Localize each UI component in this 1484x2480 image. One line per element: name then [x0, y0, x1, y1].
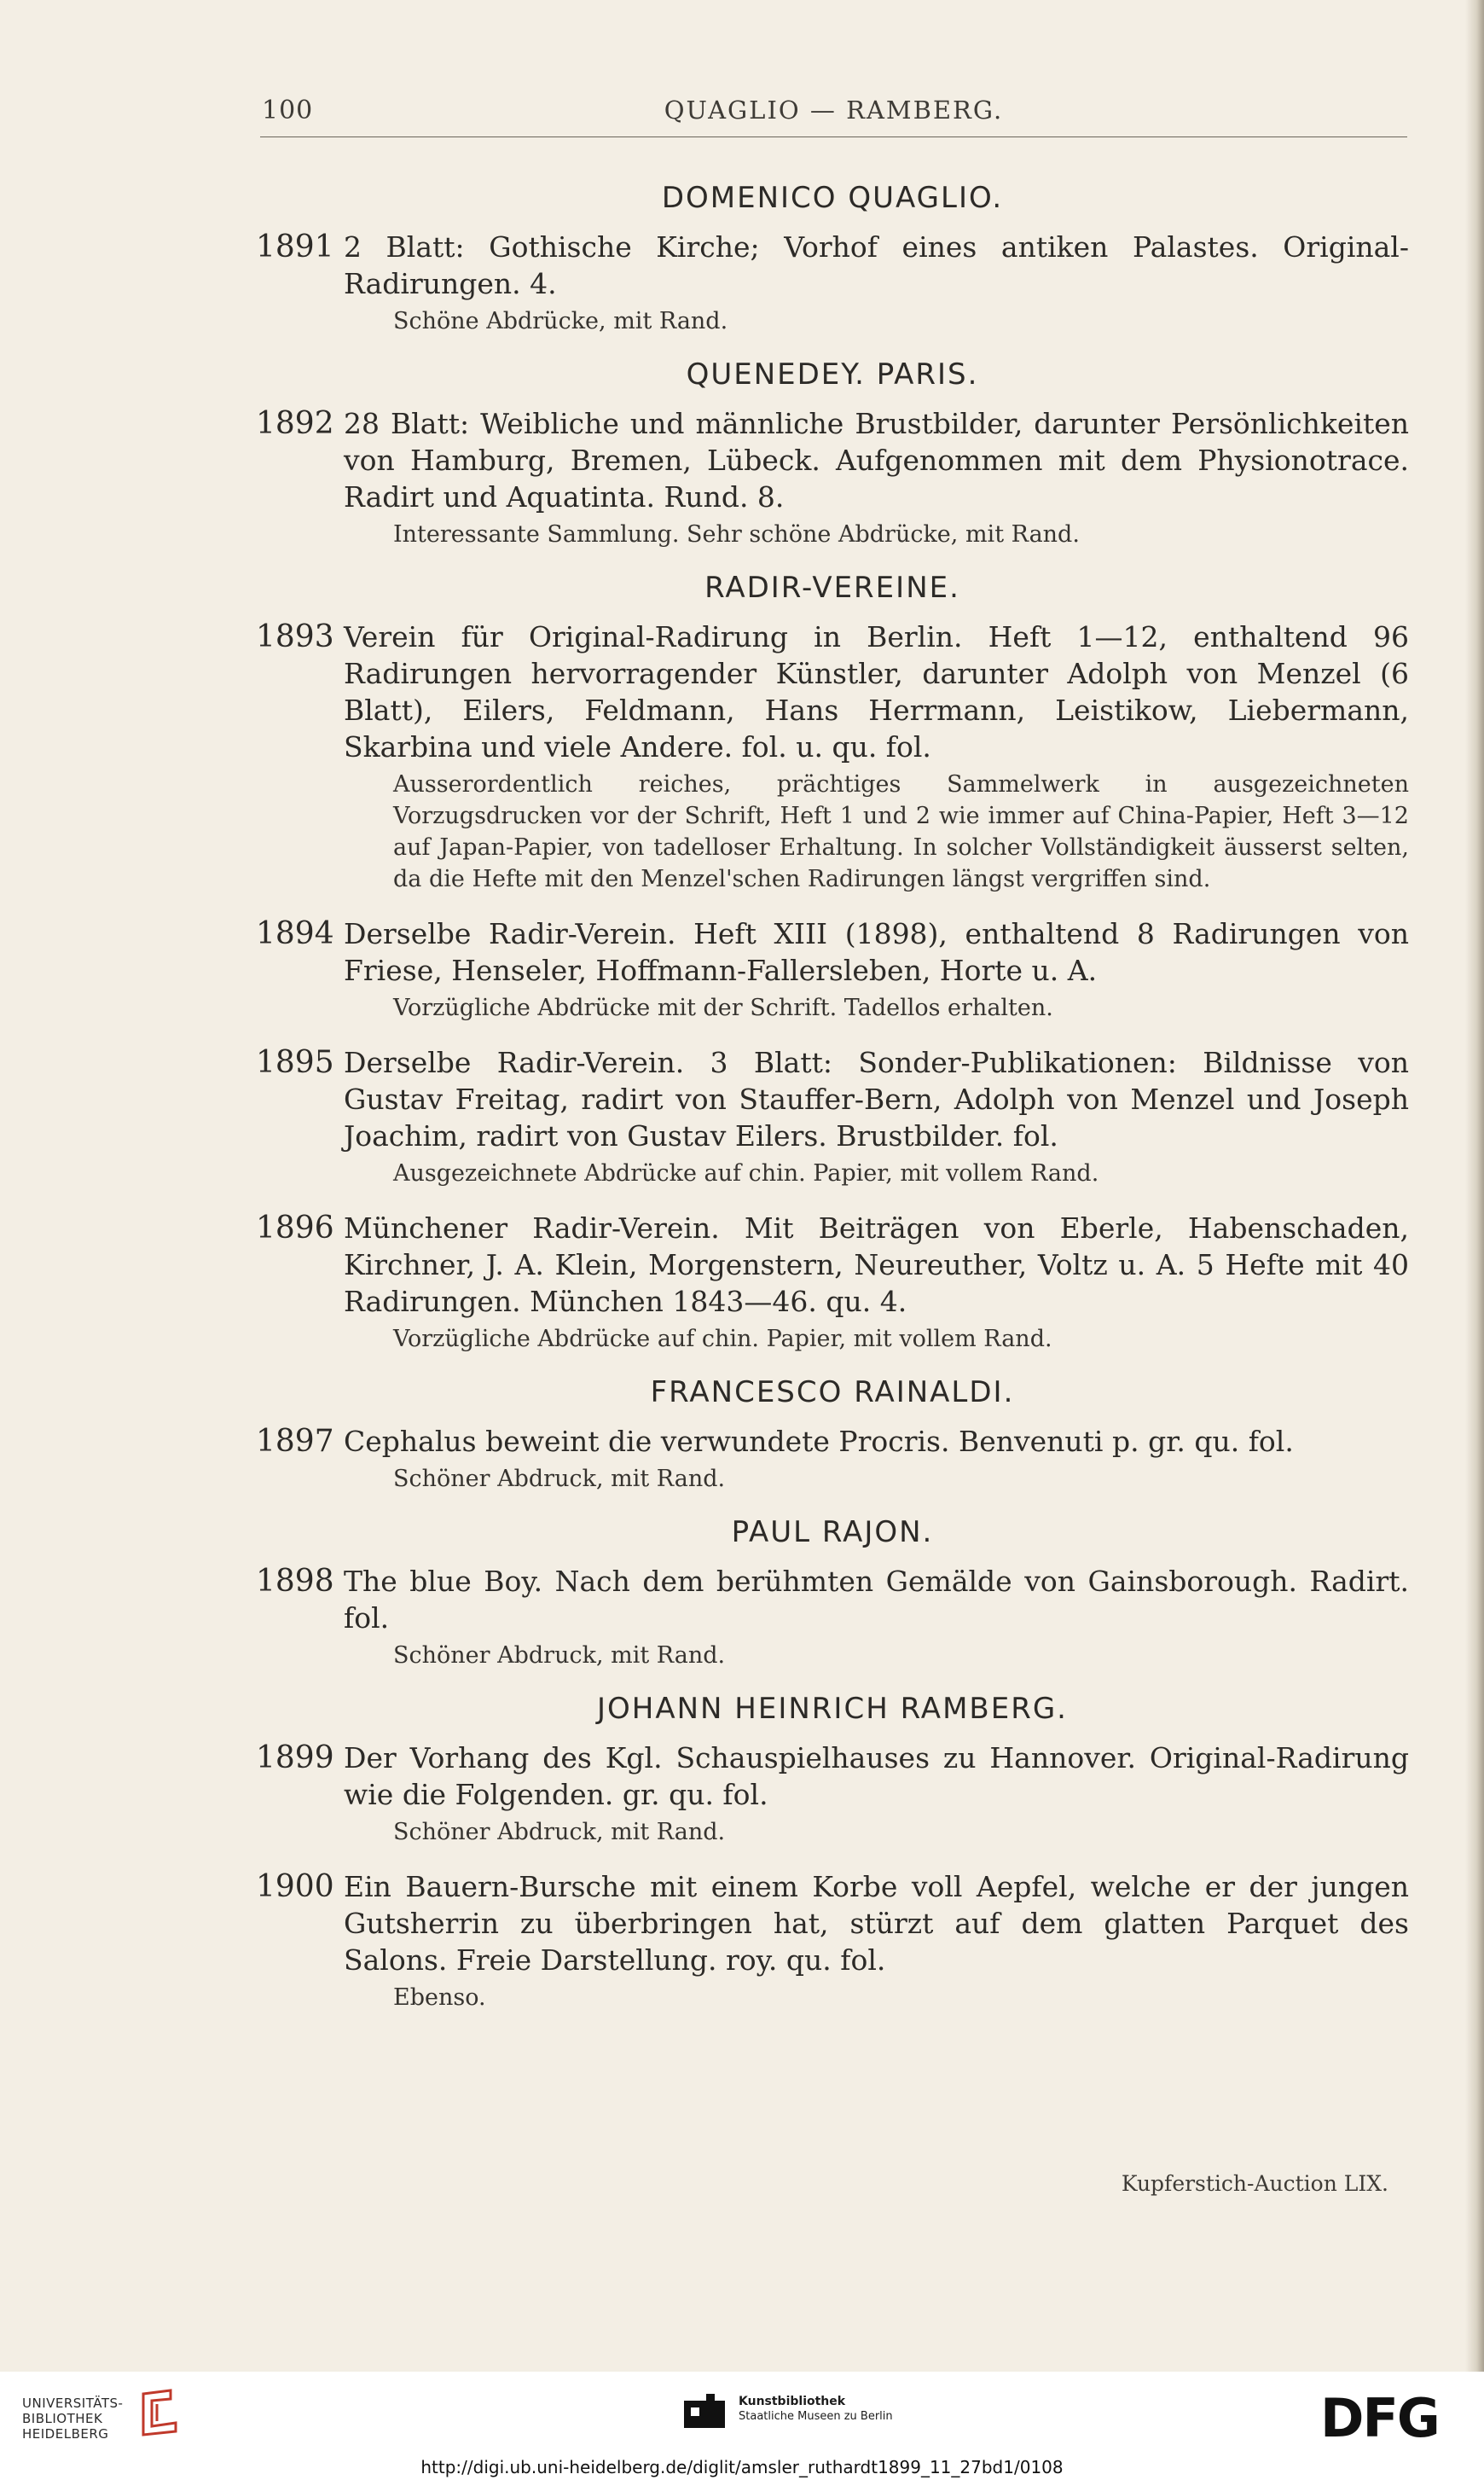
digitization-footer [0, 2372, 1484, 2480]
lot-entry [256, 229, 1409, 337]
lot-title: Münchener Radir-Verein. Mit Beiträgen von Eberle, Habenschaden, Kirchner, J. A. Klein, Morgenstern, Neureuther, Voltz u. A. 5 Hefte mit 40 Radirungen. München 1843—46. qu. 4. [344, 1211, 1409, 1318]
lot-number: 1893 [256, 619, 334, 654]
lot-number: 1894 [256, 916, 334, 951]
lot-title: Der Vorhang des Kgl. Schauspielhauses zu Hannover. Original-Radirung wie die Folgenden. gr. qu. fol. [344, 1741, 1409, 1811]
lot-number: 1898 [256, 1564, 334, 1599]
lot-number: 1896 [256, 1211, 334, 1246]
dfg-logo: DFG [1320, 2387, 1439, 2449]
lot-entry [256, 1044, 1409, 1189]
lot-entry [256, 1423, 1409, 1495]
kunstbibliothek-label [739, 2394, 893, 2425]
lot-number: 1900 [256, 1869, 334, 1904]
artist-heading: PAUL RAJON. [731, 1515, 934, 1549]
lot-entry [256, 405, 1409, 550]
lot-title: Cephalus beweint die verwundete Procris. Benvenuti p. gr. qu. fol. [344, 1425, 1294, 1458]
catalog-content [256, 169, 1409, 2034]
lot-entry [256, 915, 1409, 1024]
page-header [260, 92, 1407, 137]
lot-number: 1895 [256, 1045, 334, 1080]
lot-title: Verein für Original-Radirung in Berlin. Heft 1—12, enthaltend 96 Radirungen hervorragender Künstler, darunter Adolph von Menzel (6 Blatt), Eilers, Feldmann, Hans Herrmann, Leistikow, Liebermann, Skarbina und viele Andere. fol. u. qu. fol. [344, 620, 1409, 764]
lot-title: The blue Boy. Nach dem berühmten Gemälde von Gainsborough. Radirt. fol. [344, 1565, 1409, 1635]
lot-note: Interessante Sammlung. Sehr schöne Abdrücke, mit Rand. [393, 521, 1080, 548]
page-footnote: Kupferstich-Auction LIX. [1121, 2171, 1388, 2196]
lot-note: Schöner Abdruck, mit Rand. [393, 1642, 726, 1669]
university-logo-icon [135, 2389, 181, 2436]
lot-title: 2 Blatt: Gothische Kirche; Vorhof eines antiken Palastes. Original-Radirungen. 4. [344, 230, 1409, 300]
lot-number: 1897 [256, 1424, 334, 1459]
lot-note: Vorzügliche Abdrücke auf chin. Papier, mit vollem Rand. [393, 1326, 1052, 1352]
page-number: 100 [262, 96, 314, 125]
running-title: QUAGLIO — RAMBERG. [664, 96, 1004, 125]
kunstbibliothek-logo-icon [681, 2389, 728, 2431]
lot-entry [256, 1739, 1409, 1848]
lot-title: Derselbe Radir-Verein. Heft XIII (1898), enthaltend 8 Radirungen von Friese, Henseler, Hoffmann-Fallersleben, Horte u. A. [344, 917, 1409, 987]
lot-number: 1892 [256, 406, 334, 441]
kunstbibliothek-name: Kunstbibliothek [739, 2395, 846, 2408]
university-line: HEIDELBERG [22, 2426, 109, 2442]
university-line: BIBLIOTHEK [22, 2411, 103, 2426]
lot-note: Ausgezeichnete Abdrücke auf chin. Papier, mit vollem Rand. [393, 1160, 1099, 1187]
lot-entry [256, 1563, 1409, 1671]
artist-heading: RADIR-VEREINE. [704, 571, 960, 605]
lot-title: 28 Blatt: Weibliche und männliche Brustbilder, darunter Persönlichkeiten von Hamburg, Bremen, Lübeck. Aufgenommen mit dem Physionotrace. Radirt und Aquatinta. Rund. 8. [344, 407, 1409, 514]
lot-note: Vorzügliche Abdrücke mit der Schrift. Tadellos erhalten. [393, 995, 1053, 1021]
artist-heading: QUENEDEY. PARIS. [686, 357, 979, 392]
lot-note: Schöne Abdrücke, mit Rand. [393, 308, 728, 334]
lot-entry [256, 619, 1409, 895]
artist-heading: JOHANN HEINRICH RAMBERG. [597, 1692, 1068, 1726]
page-edge [1465, 0, 1484, 2372]
university-line: UNIVERSITÄTS- [22, 2396, 124, 2411]
lot-title: Ein Bauern-Bursche mit einem Korbe voll Aepfel, welche er der jungen Gutsherrin zu überbringen hat, stürzt auf dem glatten Parquet des Salons. Freie Darstellung. roy. qu. fol. [344, 1870, 1409, 1977]
lot-note: Schöner Abdruck, mit Rand. [393, 1466, 726, 1492]
artist-heading: DOMENICO QUAGLIO. [661, 181, 1004, 215]
lot-title: Derselbe Radir-Verein. 3 Blatt: Sonder-Publikationen: Bildnisse von Gustav Freitag, radirt von Stauffer-Bern, Adolph von Menzel und Joseph Joachim, radirt von Gustav Eilers. Brustbilder. fol. [344, 1046, 1409, 1153]
university-library-label [22, 2396, 123, 2442]
lot-entry [256, 1868, 1409, 2013]
artist-heading: FRANCESCO RAINALDI. [650, 1375, 1015, 1409]
lot-note: Schöner Abdruck, mit Rand. [393, 1819, 726, 1845]
lot-number: 1891 [256, 229, 334, 264]
lot-note: Ebenso. [393, 1984, 486, 2011]
lot-number: 1899 [256, 1740, 334, 1775]
permalink-url[interactable]: http://digi.ub.uni-heidelberg.de/diglit/amsler_ruthardt1899_11_27bd1/0108 [420, 2457, 1064, 2477]
lot-note: Ausserordentlich reiches, prächtiges Sammelwerk in ausgezeichneten Vorzugsdrucken vor der Schrift, Heft 1 und 2 wie immer auf China-Papier, Heft 3—12 auf Japan-Papier, von tadelloser Erhaltung. In solcher Vollständigkeit äusserst selten, da die Hefte mit den Menzel'schen Radirungen längst vergriffen sind. [393, 771, 1409, 892]
lot-entry [256, 1210, 1409, 1355]
kunstbibliothek-subtitle: Staatliche Museen zu Berlin [739, 2410, 893, 2423]
